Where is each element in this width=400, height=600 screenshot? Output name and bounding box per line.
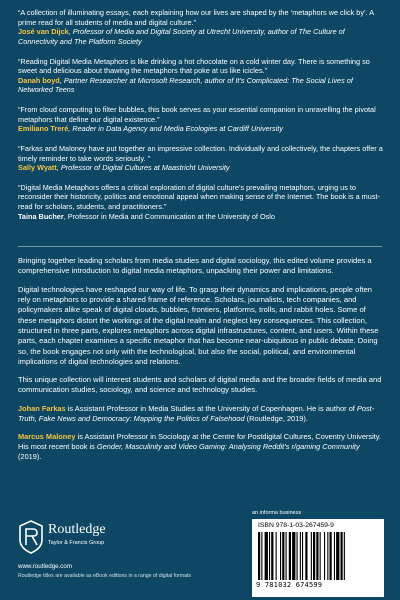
- quote-attribution: [18, 76, 384, 95]
- publisher-name: Routledge: [48, 522, 106, 537]
- description-paragraph: Digital technologies have reshaped our way of life. To grasp their dynamics and implications, people often rely on metaphors to provide a shared frame of reference. Scholars, journalists, tech companies, and policymakers alike speak of digital clouds, bubbles, frontiers, platforms, trolls, and rabbit holes. Some of these metaphors distort the workings of the digital realm and neglect key consequences. This collection, structured in three parts, explores metaphors across digital infrastructures, content, and users. Within these parts, each chapter examines a specific metaphor that has become near-ubiquitous in public debate. Doing so, the book engages not only with the technological, but also the social, political, and environmental implications of digital technologies and relations.: [18, 284, 379, 366]
- endorsement-quote: [18, 57, 384, 96]
- editor-bio-text: (2019).: [18, 452, 42, 461]
- quote-attribution: [18, 212, 384, 222]
- back-cover-footer: [0, 510, 400, 600]
- quote-author: José van Dijck: [18, 27, 69, 37]
- quote-attribution: [18, 27, 384, 46]
- isbn-label: ISBN 978-1-03-267459-9: [258, 522, 334, 529]
- quote-author-role: , Professor of Media and Digital Society at Utrecht University, author of The Culture of Connectivity and The Platform Society: [18, 27, 345, 46]
- editor-name: Marcus Maloney: [18, 431, 76, 441]
- endorsement-quote: [18, 183, 384, 222]
- editor-bio-text: (Routledge, 2019).: [244, 413, 308, 423]
- quote-author: Sally Wyatt: [18, 163, 57, 173]
- quote-author: Emiliano Treré: [18, 124, 69, 134]
- editor-bio: [18, 404, 384, 424]
- quote-text: “A collection of illuminating essays, each explaining how our lives are shaped by the ‘metaphors we click by’. A prime read for all students of media and digital culture.”: [18, 8, 374, 27]
- routledge-logo-icon: [18, 520, 44, 554]
- editor-book-title: Gender, Masculinity and Video Gaming: Analysing Reddit’s r/gaming Community: [96, 441, 360, 451]
- section-divider: [18, 246, 382, 247]
- informa-tagline: an informa business: [252, 510, 302, 516]
- quote-author-role: , Partner Researcher at Microsoft Research, author of It’s Complicated: The Social Lives of Networked Teens: [18, 75, 353, 95]
- editor-bio: [18, 432, 384, 462]
- quote-author: Danah boyd: [18, 75, 60, 85]
- publisher-url[interactable]: www.routledge.com: [18, 563, 72, 570]
- barcode-box: [252, 519, 384, 597]
- publisher-group: Taylor & Francis Group: [48, 540, 105, 546]
- description-paragraph: This unique collection will interest students and scholars of digital media and the broader fields of media and communication studies, sociology, and science and technology studies.: [18, 375, 382, 395]
- quote-author-role: , Reader in Data Agency and Media Ecologies at Cardiff University: [68, 124, 283, 134]
- editor-book-title: Post-Truth, Fake News and Democracy: Mapping the Politics of Falsehood: [18, 403, 375, 423]
- barcode-block: [252, 510, 384, 600]
- editor-bio-text: is Assistant Professor in Sociology at the Centre for Postdigital Cultures, Coventry University. His most recent book is: [18, 431, 381, 451]
- book-description: [18, 256, 384, 470]
- quote-attribution: [18, 124, 384, 134]
- editor-name: Johan Farkas: [18, 403, 66, 413]
- endorsement-quote: [18, 8, 384, 47]
- endorsement-quote: [18, 144, 384, 173]
- ebook-availability-note: Routledge titles are available as eBook editions in a range of digital formats: [18, 573, 192, 579]
- barcode-icon: [258, 532, 378, 580]
- endorsements: [18, 8, 384, 231]
- quote-author-role: , Professor in Media and Communication at the University of Oslo: [63, 211, 275, 221]
- quote-text: “From cloud computing to filter bubbles, this book serves as your essential companion in unravelling the pivotal metaphors that define our digital existence.”: [18, 105, 376, 124]
- quote-text: “Farkas and Maloney have put together an impressive collection. Individually and collectively, the chapters offer a timely reminder to take words seriously. ”: [18, 143, 383, 163]
- quote-text: “Digital Media Metaphors offers a critical exploration of digital culture’s prevailing metaphors, urging us to reconsider their historicity, politics and emotional appeal when making sense of the Internet. The book is a must-read for scholars, students, and practitioners.”: [18, 182, 380, 211]
- editor-bio-text: is Assistant Professor in Media Studies at the University of Copenhagen. He is author of: [65, 403, 357, 413]
- isbn-digits: 9 781032 674599: [256, 581, 323, 589]
- quote-author: Taina Bucher: [18, 211, 64, 221]
- quote-attribution: [18, 163, 384, 173]
- quote-text: “Reading Digital Media Metaphors is like drinking a hot chocolate on a cold winter day. There is something so sweet and delicious about thawing the metaphors that poke at us like icicles.”: [18, 56, 370, 76]
- publisher-logo: [18, 520, 108, 558]
- description-paragraph: Bringing together leading scholars from media studies and digital sociology, this edited volume provides a comprehensive introduction to digital media metaphors, unpacking their power and limitations.: [18, 256, 372, 276]
- endorsement-quote: [18, 105, 384, 134]
- quote-author-role: , Professor of Digital Cultures at Maastricht University: [56, 163, 230, 173]
